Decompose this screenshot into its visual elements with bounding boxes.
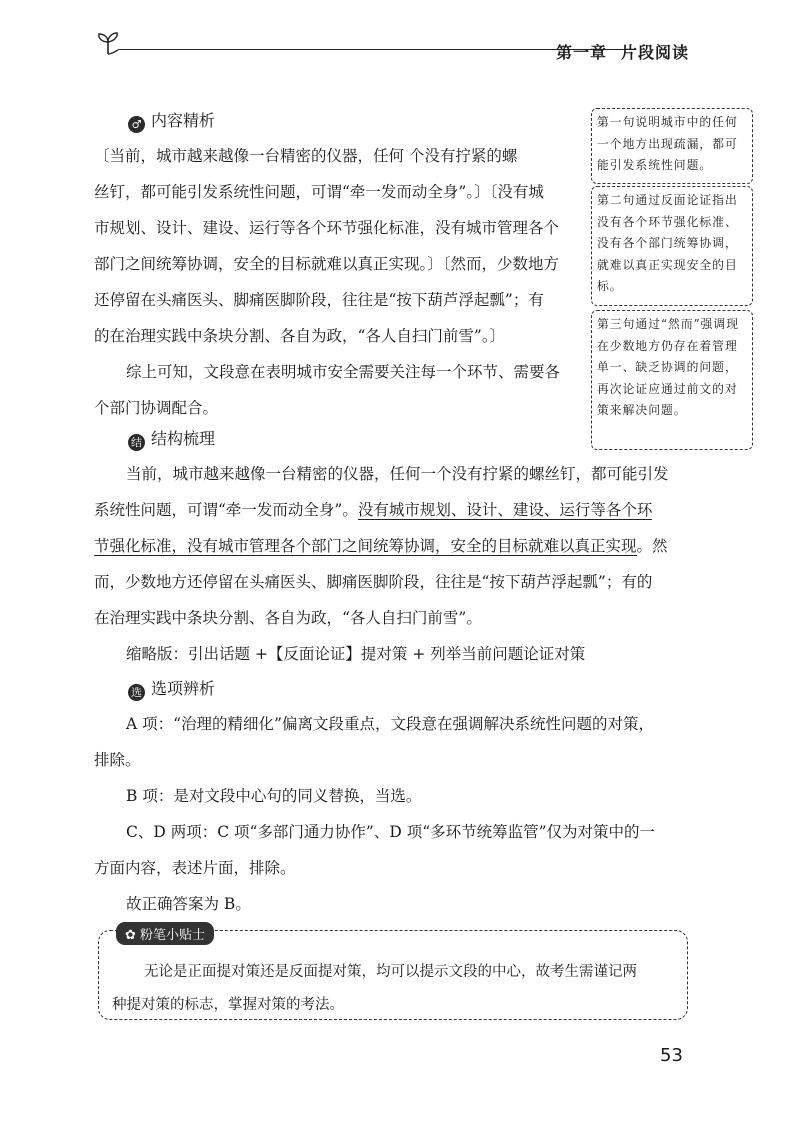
section-title: 内容精析 <box>151 111 216 130</box>
section-title: 选项辨析 <box>151 679 216 698</box>
content-analysis-icon: ♂ <box>128 116 145 133</box>
summary-line: 个部门协调配合。 <box>94 399 219 417</box>
tip-label <box>116 922 214 945</box>
sprout-icon <box>94 30 122 56</box>
answer-line: 故正确答案为 B。 <box>126 895 251 913</box>
section-heading-structure <box>128 426 215 451</box>
tip-label-text: 粉笔小贴士 <box>140 928 206 943</box>
structure-text <box>94 456 694 672</box>
text-line: 部门之间统筹协调，安全的目标就难以真正实现。〕〔然而，少数地方 <box>94 255 560 273</box>
section-title: 结构梳理 <box>151 429 216 448</box>
option-b: B 项：是对文段中心句的同义替换，当选。 <box>126 787 422 805</box>
margin-note-1: 第一句说明城市中的任何一个地方出现疏漏，都可能引发系统性问题。 <box>591 108 753 184</box>
text-line <box>94 528 694 564</box>
text-line: 的在治理实践中条块分割、各自为政，“各人自扫门前雪”。〕 <box>94 327 506 345</box>
text-line <box>94 492 694 528</box>
text-line: 〔当前，城市越来越像一台精密的仪器，任何 个没有拧紧的螺 <box>94 147 518 165</box>
tip-line: 种提对策的标志，掌握对策的考法。 <box>112 997 344 1013</box>
running-header <box>556 40 703 63</box>
sprout-icon: ✿ <box>125 928 136 943</box>
options-icon: 选 <box>128 684 145 701</box>
text-span: 系统性问题，可谓“牵一发而动全身”。 <box>94 501 358 519</box>
underlined-text: 节强化标准，没有城市管理各个部门之间统筹协调，安全的目标就难以真正实现 <box>94 537 637 555</box>
section-heading-options <box>128 676 215 701</box>
tip-line: 无论是正面提对策还是反面提对策，均可以提示文段的中心，故考生需谨记两 <box>144 964 637 980</box>
summary-line: 综上可知，文段意在表明城市安全需要关注每一个环节、需要各 <box>126 363 561 381</box>
text-line: 当前，城市越来越像一台精密的仪器，任何一个没有拧紧的螺丝钉，都可能引发 <box>126 465 669 483</box>
structure-icon: 结 <box>128 434 145 451</box>
text-line: 市规划、设计、建设、运行等各个环节强化标准，没有城市管理各个 <box>94 219 560 237</box>
tip-text <box>112 956 682 1022</box>
margin-note-2: 第二句通过反面论证指出没有各个环节强化标准、没有各个部门统筹协调，就难以真正实现安全的目标。 <box>591 186 753 306</box>
section-heading-content <box>128 108 215 133</box>
option-a: A 项：“治理的精细化”偏离文段重点，文段意在强调解决系统性问题的对策， <box>126 715 654 733</box>
content-analysis-text <box>94 138 594 426</box>
margin-note-3: 第三句通过“然而”强调现在少数地方仍存在着管理单一、缺乏协调的问题，再次论证应通过前文的对策来解决问题。 <box>591 310 753 450</box>
option-a-cont: 排除。 <box>94 751 141 769</box>
text-line: 而，少数地方还停留在头痛医头、脚痛医脚阶段，往往是“按下葫芦浮起瓢”；有的 <box>94 573 653 591</box>
condensed-summary: 缩略版：引出话题 +【反面论证】提对策 + 列举当前问题论证对策 <box>126 645 586 663</box>
text-line: 丝钉，都可能引发系统性问题，可谓“牵一发而动全身”。〕〔没有城 <box>94 183 544 201</box>
option-cd: C、D 两项：C 项“多部门通力协作”、D 项“多环节统筹监管”仅为对策中的一 <box>126 823 656 841</box>
text-line: 还停留在头痛医头、脚痛医脚阶段，往往是“按下葫芦浮起瓢”；有 <box>94 291 544 309</box>
chapter-title: 片段阅读 <box>621 43 690 62</box>
text-line: 在治理实践中条块分割、各自为政，“各人自扫门前雪”。 <box>94 609 482 627</box>
text-span: 。然 <box>636 537 668 555</box>
underlined-text: 没有城市规划、设计、建设、运行等各个环 <box>357 501 653 519</box>
chapter-label: 第一章 <box>556 43 608 62</box>
options-text <box>94 706 694 922</box>
option-cd-cont: 方面内容，表述片面，排除。 <box>94 859 296 877</box>
page-number: 53 <box>660 1045 683 1066</box>
